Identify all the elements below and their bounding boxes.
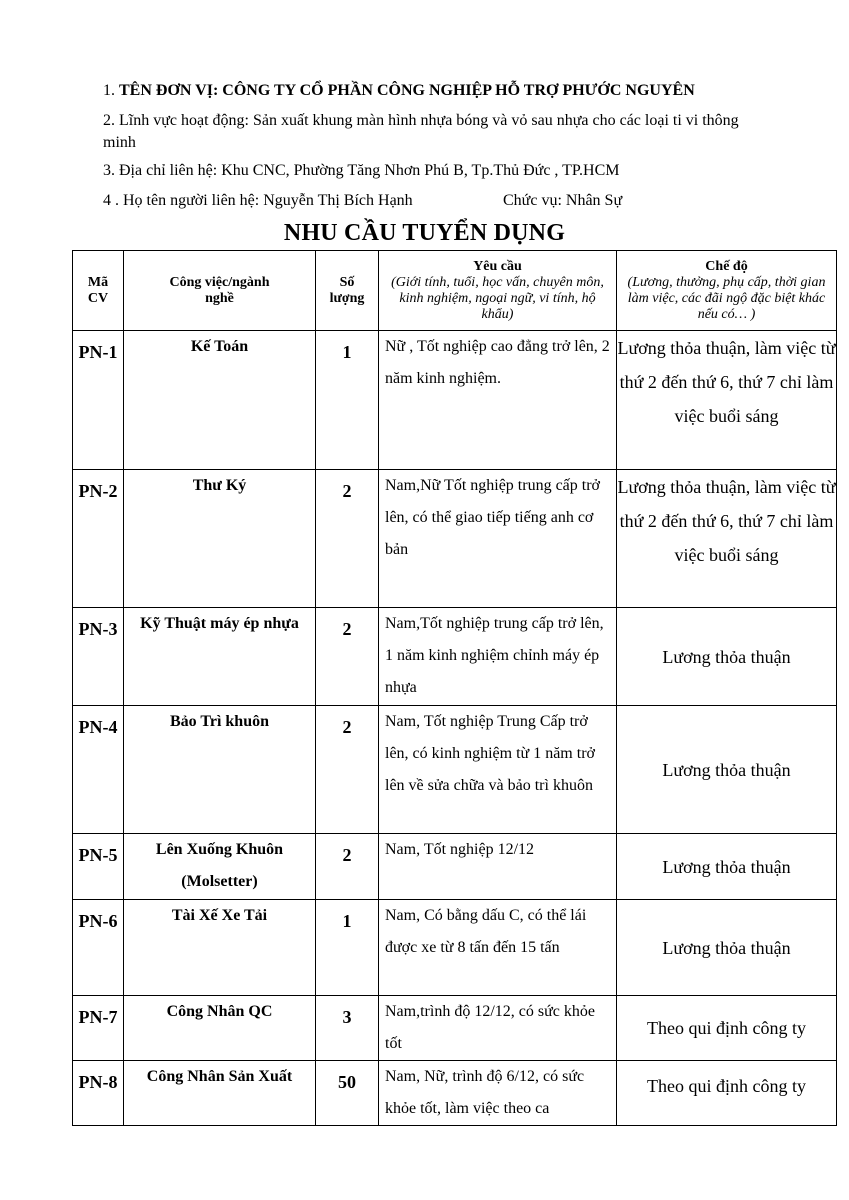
- row-benefits: Lương thỏa thuận: [617, 706, 837, 834]
- table-row: [73, 470, 837, 608]
- row-benefits: Theo qui định công ty: [617, 996, 837, 1061]
- row-requirements: Nam, Tốt nghiệp Trung Cấp trở lên, có kinh nghiệm từ 1 năm trở lên về sửa chữa và bảo trì khuôn: [379, 706, 617, 834]
- recruitment-table: [72, 250, 837, 1126]
- row-qty: 2: [316, 608, 379, 706]
- company-name: TÊN ĐƠN VỊ: CÔNG TY CỔ PHẦN CÔNG NGHIỆP HỖ TRỢ PHƯỚC NGUYÊN: [119, 82, 695, 99]
- page-title: NHU CẦU TUYỂN DỤNG: [283, 220, 566, 246]
- row-qty: 1: [316, 331, 379, 470]
- table-row: [73, 834, 837, 900]
- row-benefits: Lương thỏa thuận: [617, 608, 837, 706]
- row-job: Lên Xuống Khuôn (Molsetter): [124, 834, 316, 900]
- row-job: Thư Ký: [124, 470, 316, 608]
- company-name-line: 1. TÊN ĐƠN VỊ: CÔNG TY CỔ PHẦN CÔNG NGHIỆP HỖ TRỢ PHƯỚC NGUYÊN: [103, 82, 695, 99]
- header-code: Mã CV: [73, 251, 124, 331]
- header-benefits: Chế độ (Lương, thưởng, phụ cấp, thời gian làm việc, các đãi ngộ đặc biệt khác nếu có… ): [617, 251, 837, 331]
- table-row: [73, 608, 837, 706]
- row-benefits: Lương thỏa thuận, làm việc từ thứ 2 đến thứ 6, thứ 7 chỉ làm việc buổi sáng: [617, 470, 837, 608]
- row-code: PN-8: [73, 1061, 124, 1126]
- row-job: Công Nhân Sản Xuất: [124, 1061, 316, 1126]
- row-code: PN-1: [73, 331, 124, 470]
- header-job: Công việc/ngành nghề: [124, 251, 316, 331]
- row-code: PN-7: [73, 996, 124, 1061]
- row-requirements: Nam, Có bằng dấu C, có thể lái được xe từ 8 tấn đến 15 tấn: [379, 900, 617, 996]
- row-code: PN-4: [73, 706, 124, 834]
- row-requirements: Nam,Nữ Tốt nghiệp trung cấp trở lên, có thể giao tiếp tiếng anh cơ bản: [379, 470, 617, 608]
- contact-position: Chức vụ: Nhân Sự: [503, 192, 623, 209]
- header-qty: Số lượng: [316, 251, 379, 331]
- row-qty: 2: [316, 470, 379, 608]
- row-qty: 2: [316, 706, 379, 834]
- contact-line: [103, 190, 763, 212]
- row-qty: 1: [316, 900, 379, 996]
- table-row: [73, 900, 837, 996]
- row-requirements: Nam,Tốt nghiệp trung cấp trở lên, 1 năm kinh nghiệm chỉnh máy ép nhựa: [379, 608, 617, 706]
- row-qty: 50: [316, 1061, 379, 1126]
- row-code: PN-6: [73, 900, 124, 996]
- table-row: [73, 996, 837, 1061]
- row-job: Bảo Trì khuôn: [124, 706, 316, 834]
- row-benefits: Lương thỏa thuận: [617, 900, 837, 996]
- row-requirements: Nam, Nữ, trình độ 6/12, có sức khỏe tốt, làm việc theo ca: [379, 1061, 617, 1126]
- row-benefits: Lương thỏa thuận: [617, 834, 837, 900]
- row-job: Kỹ Thuật máy ép nhựa: [124, 608, 316, 706]
- business-field-line: 2. Lĩnh vực hoạt động: Sản xuất khung màn hình nhựa bóng và vỏ sau nhựa cho các loại ti vi thông minh: [103, 112, 739, 151]
- row-code: PN-5: [73, 834, 124, 900]
- table-header-row: [73, 251, 837, 331]
- row-benefits: Theo qui định công ty: [617, 1061, 837, 1126]
- row-code: PN-2: [73, 470, 124, 608]
- header-requirements: Yêu cầu (Giới tính, tuổi, học vấn, chuyên môn, kinh nghiệm, ngoại ngữ, vi tính, hộ khẩu): [379, 251, 617, 331]
- row-requirements: Nam,trình độ 12/12, có sức khỏe tốt: [379, 996, 617, 1061]
- row-job: Công Nhân QC: [124, 996, 316, 1061]
- row-benefits: Lương thỏa thuận, làm việc từ thứ 2 đến thứ 6, thứ 7 chỉ làm việc buổi sáng: [617, 331, 837, 470]
- table-row: [73, 331, 837, 470]
- row-qty: 3: [316, 996, 379, 1061]
- row-requirements: Nam, Tốt nghiệp 12/12: [379, 834, 617, 900]
- row-job: Kế Toán: [124, 331, 316, 470]
- address-line: 3. Địa chỉ liên hệ: Khu CNC, Phường Tăng Nhơn Phú B, Tp.Thủ Đức , TP.HCM: [103, 162, 620, 179]
- contact-person: 4 . Họ tên người liên hệ: Nguyễn Thị Bích Hạnh: [103, 192, 413, 209]
- row-job: Tài Xế Xe Tải: [124, 900, 316, 996]
- table-row: [73, 1061, 837, 1126]
- table-row: [73, 706, 837, 834]
- row-qty: 2: [316, 834, 379, 900]
- row-code: PN-3: [73, 608, 124, 706]
- row-requirements: Nữ , Tốt nghiệp cao đẳng trở lên, 2 năm kinh nghiệm.: [379, 331, 617, 470]
